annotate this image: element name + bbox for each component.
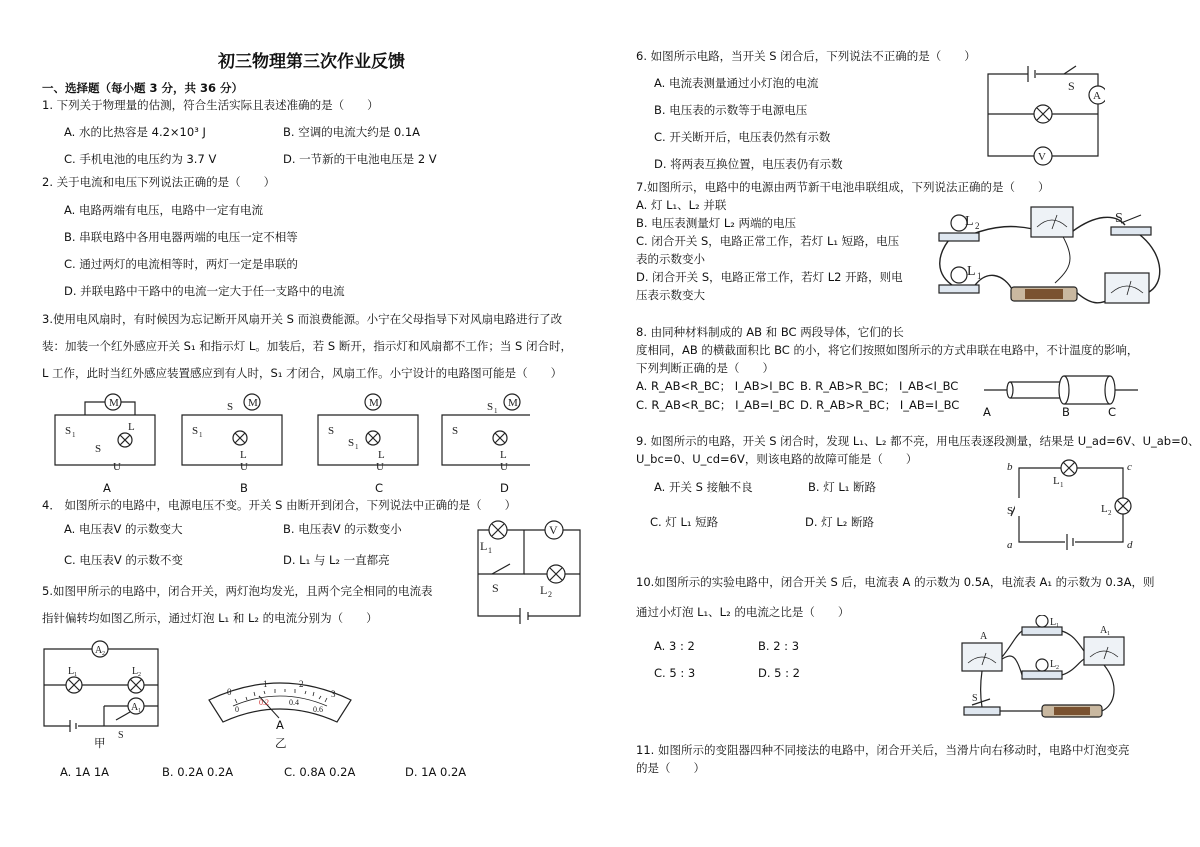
svg-text:1: 1 bbox=[355, 443, 359, 451]
svg-text:1: 1 bbox=[74, 672, 77, 678]
q3-figure-label-b: B bbox=[240, 481, 248, 495]
option-c: C. 0.8A 0.2A bbox=[284, 765, 356, 779]
q3-circuit-diagrams bbox=[50, 390, 530, 490]
svg-text:L: L bbox=[1050, 659, 1057, 670]
svg-text:0: 0 bbox=[227, 687, 232, 697]
question-stem-line-1: 10.如图所示的实验电路中，闭合开关 S 后，电流表 A 的示数为 0.5A，电流表 A₁ 的示数为 0.3A，则 bbox=[636, 575, 1155, 589]
svg-text:1: 1 bbox=[138, 708, 141, 714]
q5-meter-label: A bbox=[276, 718, 284, 732]
option-a: A. 1A 1A bbox=[60, 765, 109, 779]
question-stem-line-1: 9. 如图所示的电路，开关 S 闭合时，发现 L₁、L₂ 都不亮，用电压表逐段测量，结果是 U_ad=6V、U_ab=0、 bbox=[636, 434, 1200, 448]
svg-text:A: A bbox=[95, 645, 103, 656]
svg-text:b: b bbox=[1007, 461, 1013, 473]
svg-text:A: A bbox=[980, 631, 988, 642]
svg-text:L: L bbox=[540, 583, 548, 597]
q3-figure-label-c: C bbox=[375, 481, 384, 495]
svg-text:S: S bbox=[972, 693, 978, 704]
option-c: C. R_AB<R_BC； I_AB=I_BC bbox=[636, 398, 795, 412]
option-c: C. 手机电池的电压约为 3.7 V bbox=[64, 152, 217, 166]
svg-text:S: S bbox=[348, 437, 355, 449]
option-c: C. 电压表V 的示数不变 bbox=[64, 553, 183, 567]
svg-text:3: 3 bbox=[331, 689, 336, 699]
svg-text:U: U bbox=[113, 461, 121, 473]
q3-figure-label-d: D bbox=[500, 481, 509, 495]
svg-text:a: a bbox=[1007, 539, 1013, 551]
option-d: D. 将两表互换位置，电压表仍有示数 bbox=[654, 157, 843, 171]
svg-text:2: 2 bbox=[138, 672, 141, 678]
option-a: A. 电路两端有电压，电路中一定有电流 bbox=[64, 203, 263, 217]
svg-text:U: U bbox=[500, 461, 508, 473]
question-stem-line-3: 下列判断正确的是（ ） bbox=[636, 361, 774, 375]
svg-text:S: S bbox=[192, 425, 199, 437]
question-stem: 6. 如图所示电路，当开关 S 闭合后，下列说法不正确的是（ ） bbox=[636, 49, 976, 63]
option-d: D. 5 : 2 bbox=[758, 666, 800, 680]
svg-text:0.6: 0.6 bbox=[313, 705, 323, 714]
svg-text:L: L bbox=[1050, 617, 1057, 628]
option-d-line-1: D. 闭合开关 S，电路正常工作，若灯 L2 开路，则电 bbox=[636, 270, 903, 284]
svg-text:S: S bbox=[1068, 79, 1075, 93]
question-stem-line-2: 的是（ ） bbox=[636, 761, 705, 775]
option-b: B. 空调的电流大约是 0.1A bbox=[283, 125, 421, 139]
question-stem-line-2: 度相同，AB 的横截面积比 BC 的小，将它们按照如图所示的方式串联在电路中，不计温度的影响， bbox=[636, 343, 1139, 357]
svg-text:M: M bbox=[508, 397, 518, 409]
svg-text:S: S bbox=[227, 401, 234, 413]
q8-label-b: B bbox=[1062, 405, 1070, 419]
svg-text:L: L bbox=[132, 666, 139, 677]
q9-circuit-diagram bbox=[1003, 458, 1143, 553]
question-stem: 2. 关于电流和电压下列说法正确的是（ ） bbox=[42, 175, 276, 189]
q3-figure-label-a: A bbox=[103, 481, 111, 495]
q8-label-a: A bbox=[983, 405, 991, 419]
question-stem: 4． 如图所示的电路中，电源电压不变。开关 S 由断开到闭合，下列说法中正确的是（ ） bbox=[42, 498, 517, 512]
question-stem-line-2: 指针偏转均如图乙所示，通过灯泡 L₁ 和 L₂ 的电流分别为（ ） bbox=[42, 611, 378, 625]
svg-text:L: L bbox=[240, 449, 247, 461]
svg-text:1: 1 bbox=[1056, 623, 1059, 629]
option-b: B. 电压表的示数等于电源电压 bbox=[654, 103, 808, 117]
q8-label-c: C bbox=[1108, 405, 1117, 419]
svg-text:1: 1 bbox=[1107, 631, 1110, 637]
option-d: D. 1A 0.2A bbox=[405, 765, 467, 779]
svg-text:L: L bbox=[378, 449, 385, 461]
option-a: A. R_AB<R_BC； I_AB>I_BC bbox=[636, 379, 795, 393]
question-stem-line-2: 装：加装一个红外感应开关 S₁ 和指示灯 L。加装后，若 S 断开，指示灯和风扇都不工作；当 S 闭合时， bbox=[42, 339, 573, 353]
svg-text:0.4: 0.4 bbox=[289, 698, 299, 707]
option-c-line-2: 表的示数变小 bbox=[636, 252, 705, 266]
question-stem-line-2: U_bc=0、U_cd=6V，则该电路的故障可能是（ ） bbox=[636, 452, 918, 466]
option-a: A. 开关 S 接触不良 bbox=[654, 480, 753, 494]
option-d-line-2: 压表示数变大 bbox=[636, 288, 705, 302]
q6-circuit-diagram bbox=[980, 62, 1105, 167]
svg-text:S: S bbox=[118, 730, 124, 740]
circuit-a bbox=[55, 394, 155, 473]
option-c: C. 开关断开后，电压表仍然有示数 bbox=[654, 130, 831, 144]
svg-text:S: S bbox=[65, 425, 72, 437]
svg-text:A: A bbox=[1100, 625, 1108, 636]
svg-text:V: V bbox=[549, 523, 558, 537]
svg-text:L: L bbox=[1053, 475, 1060, 487]
svg-text:U: U bbox=[376, 461, 384, 473]
option-c: C. 5 : 3 bbox=[654, 666, 696, 680]
svg-text:0: 0 bbox=[235, 705, 239, 714]
q7-physical-circuit bbox=[925, 195, 1165, 320]
svg-text:c: c bbox=[1127, 461, 1132, 473]
svg-text:1: 1 bbox=[488, 546, 492, 555]
question-stem: 1. 下列关于物理量的估测，符合生活实际且表述准确的是（ ） bbox=[42, 98, 379, 112]
option-b: B. 灯 L₁ 断路 bbox=[808, 480, 877, 494]
svg-text:1: 1 bbox=[1060, 481, 1064, 489]
option-c: C. 灯 L₁ 短路 bbox=[650, 515, 719, 529]
svg-text:2: 2 bbox=[1108, 509, 1112, 517]
question-stem-line-3: L 工作，此时当红外感应装置感应到有人时，S₁ 才闭合，风扇工作。小宁设计的电路图可能是（ ） bbox=[42, 366, 563, 380]
q5-figure-label-yi: 乙 bbox=[275, 736, 287, 750]
option-d: D. R_AB>R_BC； I_AB=I_BC bbox=[800, 398, 960, 412]
svg-text:d: d bbox=[1127, 539, 1133, 551]
svg-text:M: M bbox=[248, 397, 258, 409]
option-b: B. 0.2A 0.2A bbox=[162, 765, 234, 779]
svg-text:1: 1 bbox=[494, 407, 498, 415]
svg-text:A: A bbox=[131, 702, 139, 713]
circuit-b bbox=[182, 394, 282, 473]
svg-text:M: M bbox=[109, 397, 119, 409]
svg-text:L: L bbox=[1101, 503, 1108, 515]
option-d: D. 并联电路中干路中的电流一定大于任一支路中的电流 bbox=[64, 284, 345, 298]
svg-text:2: 2 bbox=[102, 651, 105, 657]
question-stem-line-1: 11. 如图所示的变阻器四种不同接法的电路中，闭合开关后，当滑片向右移动时，电路中灯泡变亮 bbox=[636, 743, 1130, 757]
svg-text:1: 1 bbox=[72, 431, 76, 439]
q4-circuit-diagram bbox=[470, 512, 590, 632]
svg-text:L: L bbox=[68, 666, 75, 677]
option-c: C. 通过两灯的电流相等时，两灯一定是串联的 bbox=[64, 257, 298, 271]
option-b: B. 串联电路中各用电器两端的电压一定不相等 bbox=[64, 230, 298, 244]
svg-text:2: 2 bbox=[299, 679, 304, 689]
svg-text:1: 1 bbox=[977, 271, 982, 281]
svg-text:S: S bbox=[1115, 211, 1123, 226]
option-a: A. 水的比热容是 4.2×10³ J bbox=[64, 125, 206, 139]
option-a: A. 灯 L₁、L₂ 并联 bbox=[636, 198, 727, 212]
svg-text:1: 1 bbox=[199, 431, 203, 439]
svg-text:M: M bbox=[369, 397, 379, 409]
svg-text:2: 2 bbox=[1056, 665, 1059, 671]
option-a: A. 电流表测量通过小灯泡的电流 bbox=[654, 76, 819, 90]
circuit-c bbox=[318, 394, 418, 473]
option-c-line-1: C. 闭合开关 S，电路正常工作，若灯 L₁ 短路，电压 bbox=[636, 234, 900, 248]
svg-text:2: 2 bbox=[548, 590, 552, 599]
q5-figure-label-jia: 甲 bbox=[94, 736, 106, 750]
svg-text:2: 2 bbox=[975, 221, 980, 231]
option-b: B. 2 : 3 bbox=[758, 639, 800, 653]
svg-text:U: U bbox=[240, 461, 248, 473]
svg-text:V: V bbox=[1038, 151, 1046, 163]
svg-text:S: S bbox=[487, 401, 494, 413]
svg-text:1: 1 bbox=[263, 679, 268, 689]
svg-text:S: S bbox=[95, 443, 102, 455]
q10-physical-circuit bbox=[950, 615, 1145, 725]
svg-text:L: L bbox=[967, 264, 976, 279]
option-d: D. 灯 L₂ 断路 bbox=[805, 515, 874, 529]
svg-text:S: S bbox=[452, 425, 459, 437]
question-stem: 7.如图所示，电路中的电源由两节新干电池串联组成，下列说法正确的是（ ） bbox=[636, 180, 1050, 194]
svg-text:L: L bbox=[500, 449, 507, 461]
question-stem-line-2: 通过小灯泡 L₁、L₂ 的电流之比是（ ） bbox=[636, 605, 850, 619]
section-heading: 一、选择题（每小题 3 分，共 36 分） bbox=[42, 81, 244, 95]
svg-text:L: L bbox=[128, 421, 135, 433]
svg-text:A: A bbox=[1093, 90, 1101, 102]
option-b: B. 电压表测量灯 L₂ 两端的电压 bbox=[636, 216, 797, 230]
question-stem-line-1: 8. 由同种材料制成的 AB 和 BC 两段导体，它们的长 bbox=[636, 325, 904, 339]
option-a: A. 3 : 2 bbox=[654, 639, 695, 653]
svg-text:0.2: 0.2 bbox=[259, 698, 269, 707]
question-stem-line-1: 5.如图甲所示的电路中，闭合开关，两灯泡均发光，且两个完全相同的电流表 bbox=[42, 584, 433, 598]
page-title: 初三物理第三次作业反馈 bbox=[218, 52, 405, 72]
q5-circuit-jia bbox=[38, 640, 168, 740]
option-d: D. L₁ 与 L₂ 一直都亮 bbox=[283, 553, 390, 567]
option-b: B. R_AB>R_BC； I_AB<I_BC bbox=[800, 379, 959, 393]
circuit-d bbox=[442, 394, 530, 473]
svg-text:S: S bbox=[492, 581, 499, 595]
svg-text:S: S bbox=[328, 425, 335, 437]
svg-text:S: S bbox=[1007, 505, 1014, 517]
svg-text:L: L bbox=[480, 539, 488, 553]
option-b: B. 电压表V 的示数变小 bbox=[283, 522, 402, 536]
svg-text:L: L bbox=[965, 214, 974, 229]
question-stem-line-1: 3.使用电风扇时，有时候因为忘记断开风扇开关 S 而浪费能源。小宁在父母指导下对风扇电路进行了改 bbox=[42, 312, 563, 326]
option-a: A. 电压表V 的示数变大 bbox=[64, 522, 183, 536]
option-d: D. 一节新的干电池电压是 2 V bbox=[283, 152, 437, 166]
